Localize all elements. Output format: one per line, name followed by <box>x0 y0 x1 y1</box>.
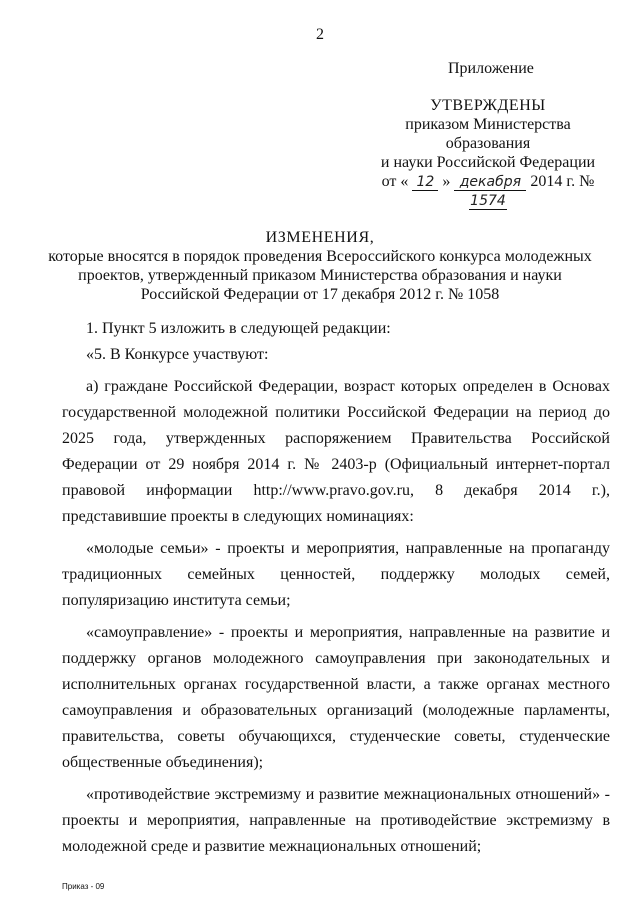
paragraph-3: а) граждане Российской Федерации, возраст которых определен в Основах государственной молодежной политики Российской Федерации на период до 2025 года, утвержденных распоряжением Правительства Российской Федерации от 29 ноября 2014 г. № 2403-р (Официальный интернет-портал правовой информации http://www.pravo.gov.ru, 8 декабря 2014 г.), представившие проекты в следующих номинациях: <box>62 378 610 525</box>
title-heading: ИЗМЕНЕНИЯ, <box>265 229 375 246</box>
title-line-1: которые вносятся в порядок проведения Всероссийского конкурса молодежных <box>48 248 592 265</box>
paragraph-4: «молодые семьи» - проекты и мероприятия, направленные на пропаганду традиционных семейных ценностей, поддержку молодых семей, популяризацию института семьи; <box>62 540 610 609</box>
paragraph-1: 1. Пункт 5 изложить в следующей редакции: <box>86 320 391 337</box>
handwritten-day: 12 <box>412 174 438 191</box>
date-prefix: от « <box>381 173 409 190</box>
paragraph-5: «самоуправление» - проекты и мероприятия, направленные на развитие и поддержку органов молодежного самоуправления при законодательных и исполнительных органах государственной власти, а также органах местного самоуправления и образовательных организаций (молодежные парламенты, правительства, советы обучающихся, студенческие советы, студенческие общественные объединения); <box>62 624 610 771</box>
title-line-2: проектов, утвержденный приказом Министерства образования и науки <box>78 267 562 284</box>
year-text: 2014 г. № <box>530 173 595 190</box>
approval-block <box>380 96 596 210</box>
page-number: 2 <box>316 26 324 43</box>
handwritten-number: 1574 <box>470 193 506 209</box>
paragraph-2: «5. В Конкурсе участвуют: <box>86 346 269 363</box>
date-mid: » <box>442 173 451 190</box>
footer-code: Приказ - 09 <box>62 882 105 891</box>
approval-heading: УТВЕРЖДЕНЫ <box>430 97 546 114</box>
approval-line-2: и науки Российской Федерации <box>380 154 596 171</box>
document-title <box>40 228 600 304</box>
handwritten-month: декабря <box>454 174 526 191</box>
approval-line-1: приказом Министерства образования <box>405 116 571 152</box>
approval-date-line <box>380 172 596 210</box>
appendix-label: Приложение <box>448 60 534 77</box>
paragraph-6: «противодействие экстремизму и развитие межнациональных отношений» - проекты и мероприятия, направленные на противодействие экстремизму в молодежной среде и развитие межнациональных отношений; <box>62 786 610 855</box>
document-body <box>62 316 610 860</box>
title-line-3: Российской Федерации от 17 декабря 2012 г. № 1058 <box>140 286 500 303</box>
